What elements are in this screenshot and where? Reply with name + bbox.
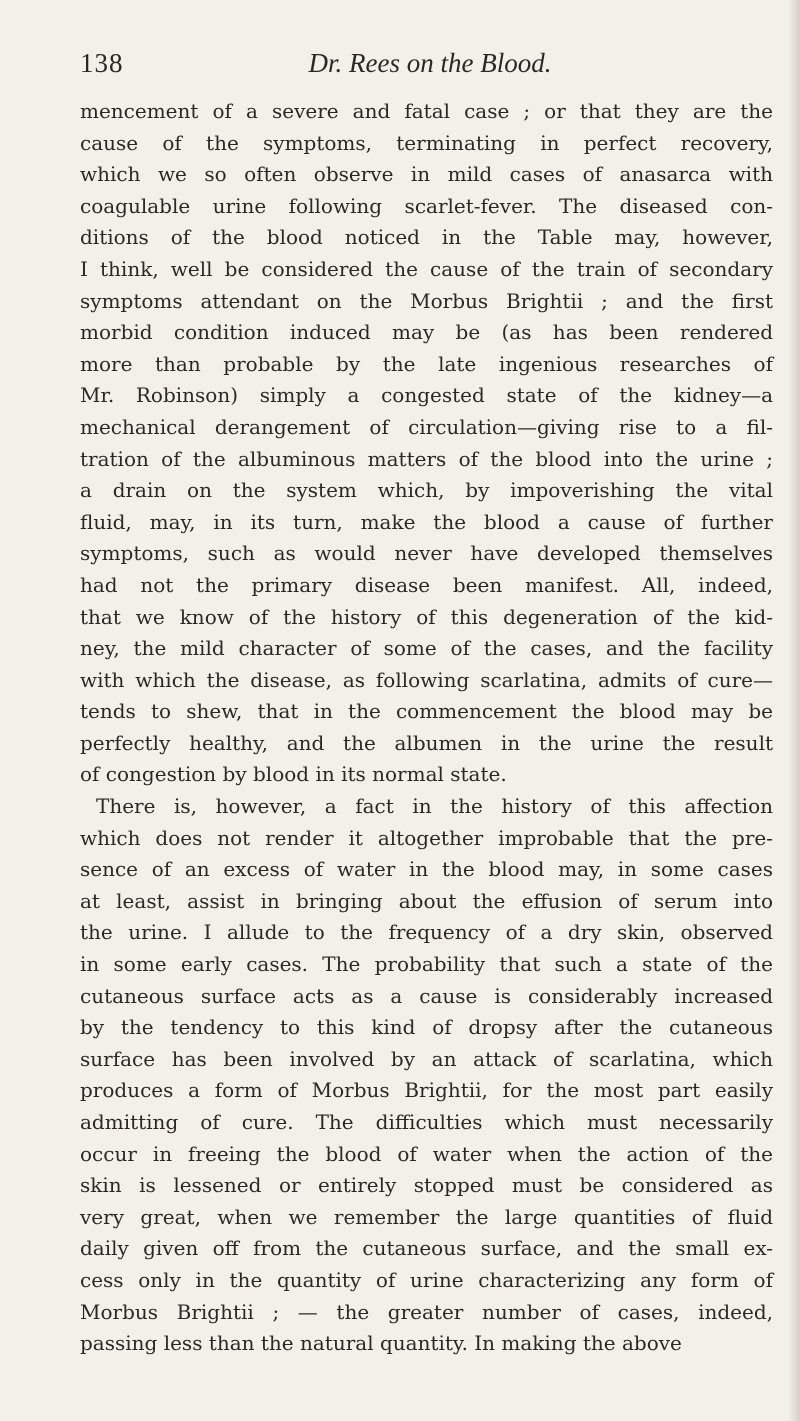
text-line: fluid, may, in its turn, make the blood a cause of further — [80, 509, 773, 534]
text-line: had not the primary disease been manifest. All, indeed, — [80, 572, 773, 597]
text-line: perfectly healthy, and the albumen in the urine the result — [80, 730, 773, 755]
text-line: which does not render it altogether improbable that the pre- — [80, 825, 773, 850]
text-line: of congestion by blood in its normal state. — [80, 762, 507, 787]
text-line: daily given off from the cutaneous surface, and the small ex- — [80, 1236, 773, 1261]
text-line: tends to shew, that in the commencement the blood may be — [80, 699, 773, 724]
text-line: with which the disease, as following scarlatina, admits of cure— — [80, 667, 773, 692]
text-line: mechanical derangement of circulation—giving rise to a fil- — [80, 414, 773, 439]
text-line: skin is lessened or entirely stopped must be considered as — [80, 1173, 773, 1198]
text-line: I think, well be considered the cause of the train of secondary — [80, 256, 773, 281]
text-line: admitting of cure. The difficulties which must necessarily — [80, 1110, 773, 1134]
text-line: passing less than the natural quantity. In making the above — [80, 1331, 682, 1356]
text-line: mencement of a severe and fatal case ; or that they are the — [80, 99, 773, 123]
page-edge-shadow — [788, 0, 800, 1421]
text-line: morbid condition induced may be (as has been rendered — [80, 320, 773, 345]
page-number: 138 — [80, 48, 124, 78]
text-line: a drain on the system which, by impoverishing the vital — [80, 478, 773, 503]
text-line: Morbus Brightii ; — the greater number of cases, indeed, — [80, 1299, 773, 1324]
text-line: surface has been involved by an attack of scarlatina, which — [80, 1046, 773, 1071]
text-line: Mr. Robinson) simply a congested state of the kidney—a — [80, 383, 773, 408]
text-line: that we know of the history of this degeneration of the kid- — [80, 604, 773, 629]
text-line: symptoms, such as would never have developed themselves — [80, 541, 773, 566]
text-line: cutaneous surface acts as a cause is considerably increased — [80, 983, 773, 1008]
text-line: at least, assist in bringing about the effusion of serum into — [80, 888, 773, 913]
paragraph — [80, 791, 773, 1360]
text-line: more than probable by the late ingenious researches of — [80, 351, 773, 376]
text-line: symptoms attendant on the Morbus Brightii ; and the first — [80, 288, 773, 313]
text-line: ney, the mild character of some of the cases, and the facility — [80, 636, 773, 661]
text-line: sence of an excess of water in the blood may, in some cases — [80, 857, 773, 882]
body-text — [80, 96, 773, 1360]
page-header — [80, 48, 780, 88]
paragraph — [80, 96, 773, 791]
text-line: cause of the symptoms, terminating in perfect recovery, — [80, 130, 773, 155]
running-title: Dr. Rees on the Blood. — [308, 48, 552, 78]
text-line: cess only in the quantity of urine characterizing any form of — [80, 1267, 773, 1292]
text-line: very great, when we remember the large quantities of fluid — [80, 1204, 773, 1229]
text-line: the urine. I allude to the frequency of a dry skin, observed — [80, 920, 773, 945]
text-line: which we so often observe in mild cases of anasarca with — [80, 162, 773, 187]
text-line: There is, however, a fact in the history of this affection — [96, 794, 773, 819]
text-line: ditions of the blood noticed in the Table may, however, — [80, 225, 773, 250]
text-line: coagulable urine following scarlet-fever. The diseased con- — [80, 193, 773, 218]
text-line: tration of the albuminous matters of the blood into the urine ; — [80, 446, 773, 471]
text-line: occur in freeing the blood of water when the action of the — [80, 1141, 773, 1166]
text-line: produces a form of Morbus Brightii, for the most part easily — [80, 1078, 773, 1103]
text-line: in some early cases. The probability that such a state of the — [80, 952, 773, 977]
text-line: by the tendency to this kind of dropsy after the cutaneous — [80, 1015, 773, 1040]
